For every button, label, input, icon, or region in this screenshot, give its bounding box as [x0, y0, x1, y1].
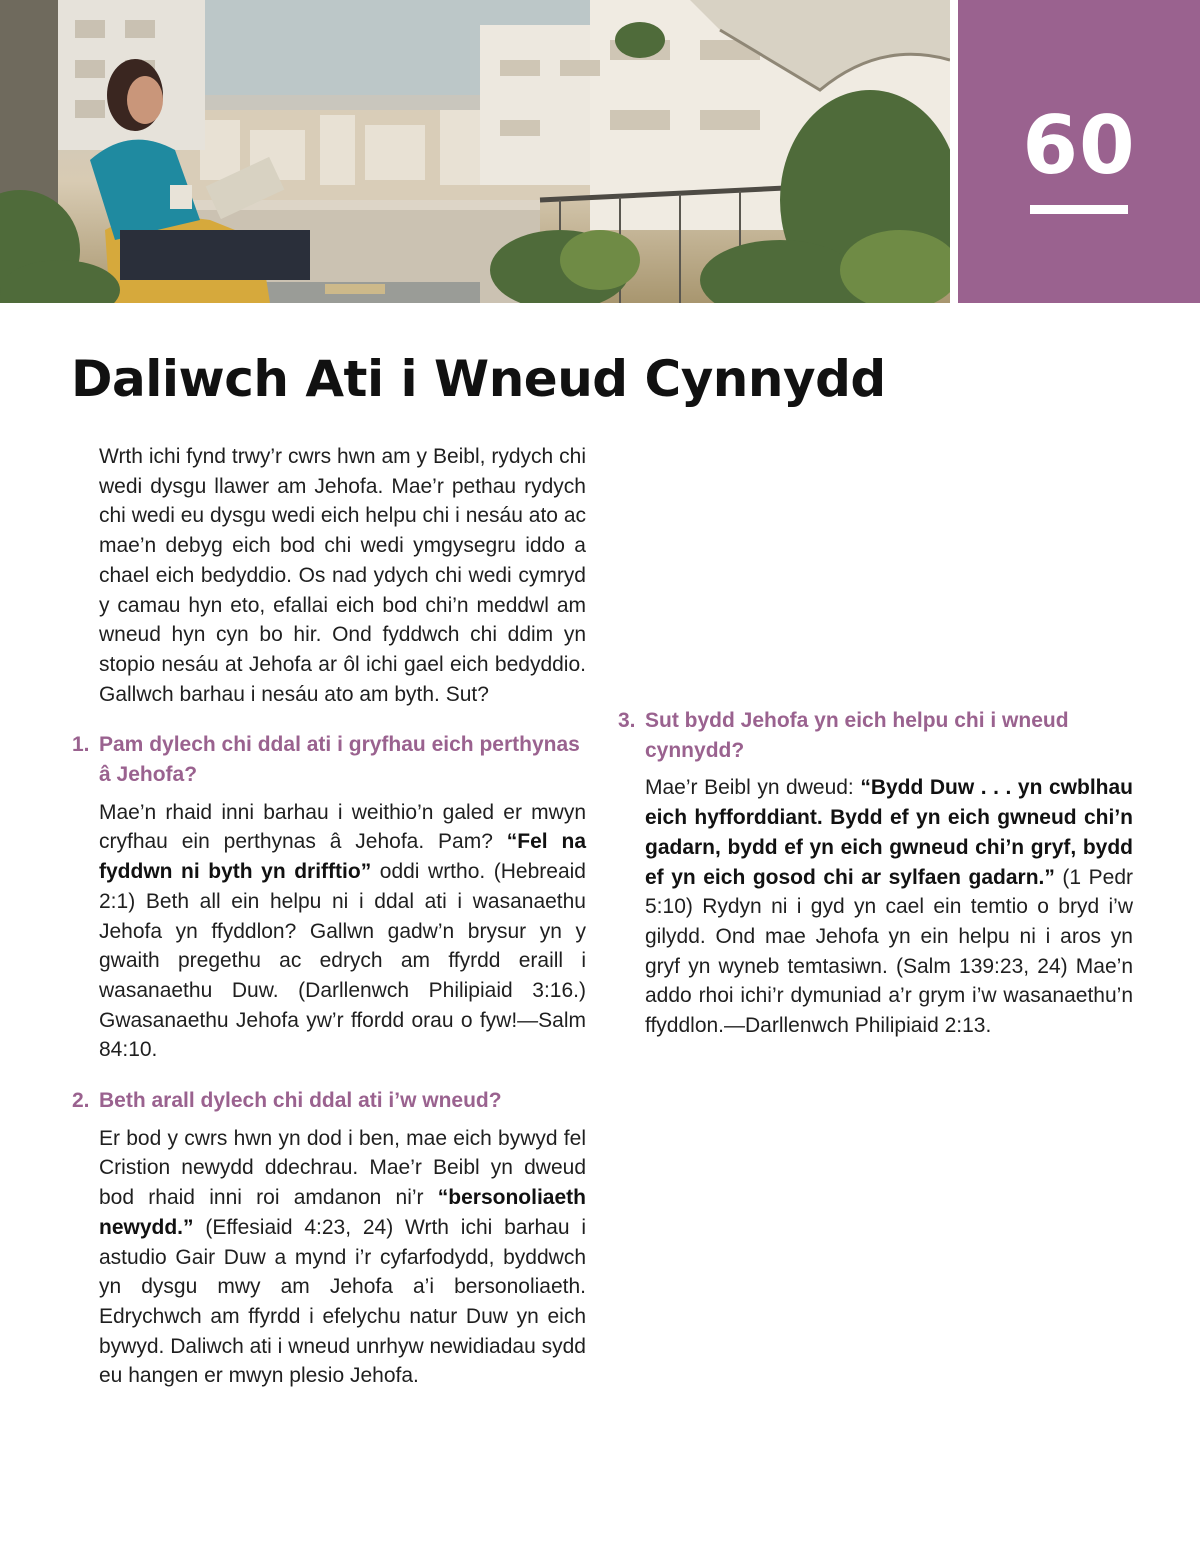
section-2-text-b: (Effesiaid 4:23, 24) Wrth ichi barhau i astudio Gair Duw a mynd i’r cyfarfodydd, byddwch yn dysgu mwy am Jehofa a’i bersonoliaeth. Edrychwch am ffyrdd i efelychu natur Duw yn eich bywyd. Daliwch ati i wneud unrhyw newidiadau sydd eu hangen er mwyn plesio Jehofa. — [99, 1215, 586, 1388]
section-3-quote: “Bydd Duw . . . yn cwblhau eich hyfforddiant. Bydd ef yn eich gwneud chi’n gadarn, bydd ef yn eich gwneud chi’n gryf, bydd ef yn eich gosod chi ar sylfaen gadarn.” — [645, 776, 1133, 889]
section-2-number: 2. — [72, 1089, 90, 1113]
section-1-text-a: Mae’n rhaid inni barhau i weithio’n galed er mwyn cryfhau ein perthynas â Jehofa. Pam? — [99, 800, 586, 854]
section-2-text-a: Er bod y cwrs hwn yn dod i ben, mae eich bywyd fel Cristion newydd ddechrau. Mae’r Beibl yn dweud bod rhaid inni roi amdanon ni’r — [99, 1126, 586, 1210]
right-column — [618, 442, 1133, 1041]
section-3-text-a: Mae’r Beibl yn dweud: — [645, 776, 861, 800]
lesson-header — [0, 0, 1200, 303]
badge-underline — [1030, 205, 1128, 214]
section-2-paragraph — [99, 1124, 586, 1391]
header-photo — [0, 0, 950, 303]
section-3-question — [618, 706, 1133, 765]
section-3-text-b: (1 Pedr 5:10) Rydyn ni i gyd yn cael ein temtio o bryd i’w gilydd. Ond mae Jehofa yn ein helpu ni i aros yn gryf yn wyneb temtasiwn. (Salm 139:23, 24) Mae’n addo rhoi ichi’r dymuniad a’r grym i’w wasanaethu’n ffyddlon.—Darllenwch Philipiaid 2:13. — [645, 865, 1134, 1038]
section-1-text-b: oddi wrtho. (Hebreaid 2:1) Beth all ein helpu ni i ddal ati i wasanaethu Jehofa yn ffyddlon? Gallwn gadw’n brysur yn y gwaith pregethu ac edrych am ffyrdd eraill i wasanaethu Duw. (Darllenwch Philipiaid 3:16.) Gwasanaethu Jehofa yw’r ffordd orau o fyw!—Salm 84:10. — [99, 860, 586, 1062]
section-1-number: 1. — [72, 733, 90, 757]
lesson-title: Daliwch Ati i Wneud Cynnydd — [71, 350, 886, 408]
section-1-question — [72, 730, 586, 789]
section-3-number: 3. — [618, 709, 636, 732]
balcony-illustration — [0, 0, 950, 303]
section-2-question-text: Beth arall dylech chi ddal ati i’w wneud? — [99, 1089, 502, 1113]
lesson-number-badge — [958, 0, 1200, 303]
section-1-question-text: Pam dylech chi ddal ati i gryfhau eich perthynas â Jehofa? — [99, 733, 580, 787]
section-3-question-text: Sut bydd Jehofa yn eich helpu chi i wneud cynnydd? — [645, 709, 1069, 762]
section-2-quote: “bersonoliaeth newydd.” — [99, 1186, 586, 1239]
left-column — [72, 442, 586, 1391]
lesson-number: 60 — [1022, 99, 1136, 192]
intro-paragraph: Wrth ichi fynd trwy’r cwrs hwn am y Beibl, rydych chi wedi dysgu llawer am Jehofa. Mae’r pethau rydych chi wedi eu dysgu wedi eich helpu chi i nesáu ato ac mae’n debyg eich bod chi wedi ymgysegru iddo a chael eich bedyddio. Os nad ydych chi wedi cymryd y camau hyn eto, efallai eich bod chi’n meddwl am wneud hyn cyn bo hir. Ond fyddwch chi ddim yn stopio nesáu at Jehofa ar ôl ichi gael eich bedyddio. Gallwch barhau i nesáu ato am byth. Sut? — [99, 445, 586, 706]
section-2-question — [72, 1086, 586, 1116]
section-1-quote: “Fel na fyddwn ni byth yn drifftio” — [99, 830, 587, 884]
section-1-paragraph — [99, 798, 586, 1065]
section-3-paragraph — [645, 773, 1133, 1040]
